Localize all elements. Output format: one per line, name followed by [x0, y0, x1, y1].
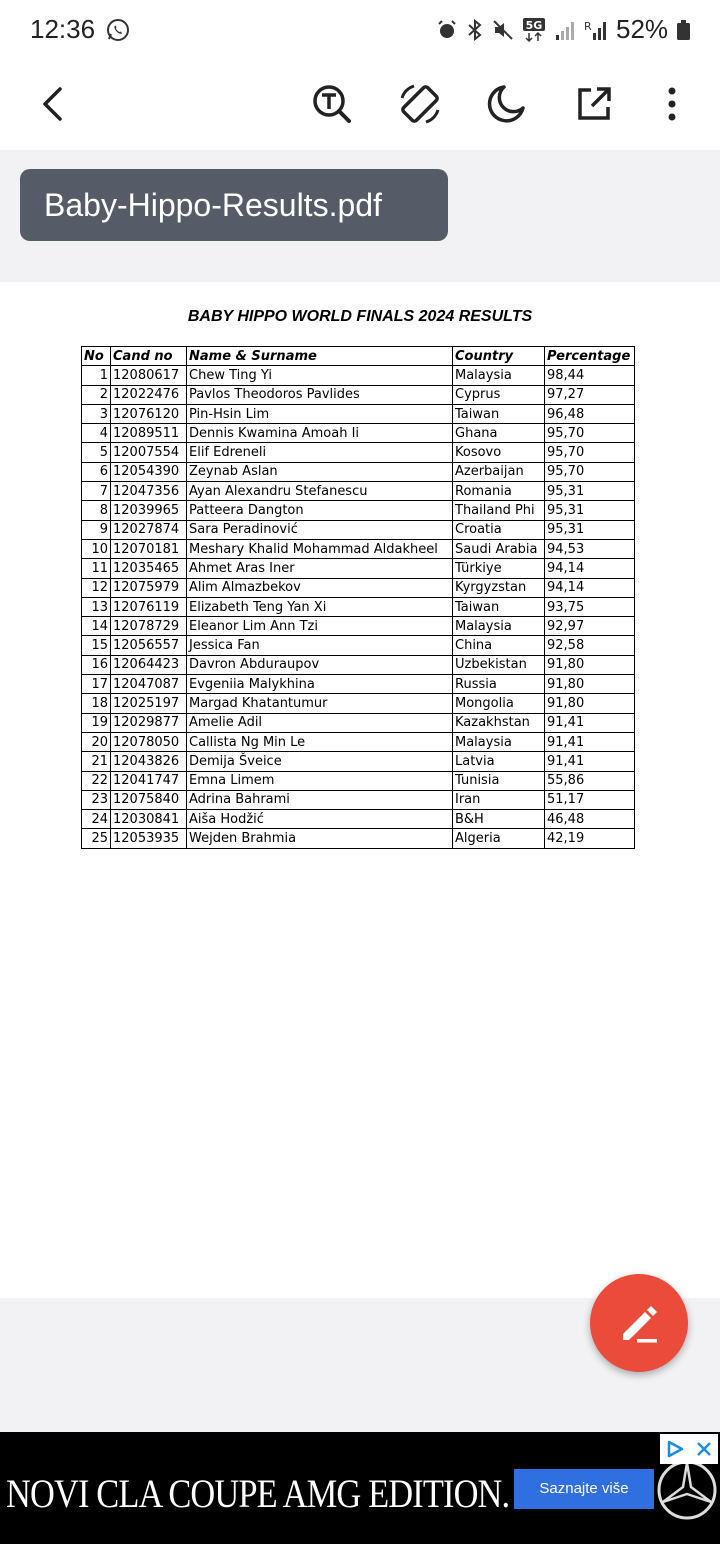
- table-row: [82, 578, 635, 597]
- more-vert-icon: [667, 86, 677, 122]
- table-row: [82, 829, 635, 848]
- cell-cand-no: 12030841: [111, 810, 187, 829]
- cell-name: Sara Peradinović: [187, 520, 453, 539]
- svg-text:R: R: [584, 20, 592, 33]
- back-button[interactable]: [26, 78, 78, 130]
- cell-no: 9: [82, 520, 111, 539]
- cell-no: 16: [82, 655, 111, 674]
- cell-name: Zeynab Aslan: [187, 462, 453, 481]
- cell-cand-no: 12007554: [111, 443, 187, 462]
- cell-percentage: 94,14: [545, 559, 635, 578]
- cell-cand-no: 12075979: [111, 578, 187, 597]
- battery-icon: [677, 20, 690, 40]
- document-title: BABY HIPPO WORLD FINALS 2024 RESULTS: [187, 308, 533, 325]
- screen-rotate-icon: [398, 82, 442, 126]
- cell-no: 22: [82, 771, 111, 790]
- cell-country: Latvia: [453, 752, 545, 771]
- cell-percentage: 91,41: [545, 732, 635, 751]
- rotate-button[interactable]: [394, 78, 446, 130]
- cell-cand-no: 12043826: [111, 752, 187, 771]
- table-row: [82, 366, 635, 385]
- cell-percentage: 91,41: [545, 752, 635, 771]
- cell-percentage: 91,41: [545, 713, 635, 732]
- cell-no: 2: [82, 385, 111, 404]
- cell-country: Algeria: [453, 829, 545, 848]
- table-row: [82, 675, 635, 694]
- cell-country: Cyprus: [453, 385, 545, 404]
- cell-no: 20: [82, 732, 111, 751]
- cell-country: Kazakhstan: [453, 713, 545, 732]
- ad-info-icon: [665, 1439, 685, 1459]
- table-row: [82, 810, 635, 829]
- cell-country: Croatia: [453, 520, 545, 539]
- table-row: [82, 443, 635, 462]
- cell-cand-no: 12070181: [111, 539, 187, 558]
- more-options-button[interactable]: [646, 78, 698, 130]
- cell-country: Malaysia: [453, 617, 545, 636]
- cell-country: Iran: [453, 790, 545, 809]
- cell-no: 4: [82, 424, 111, 443]
- cell-percentage: 95,31: [545, 520, 635, 539]
- text-search-icon: [310, 82, 354, 126]
- ad-banner[interactable]: [0, 1432, 720, 1544]
- toolbar: [0, 60, 720, 150]
- cell-percentage: 97,27: [545, 385, 635, 404]
- cell-cand-no: 12025197: [111, 694, 187, 713]
- cell-percentage: 94,14: [545, 578, 635, 597]
- cell-cand-no: 12029877: [111, 713, 187, 732]
- table-header-row: [82, 347, 635, 366]
- cell-name: Chew Ting Yi: [187, 366, 453, 385]
- cell-name: Elif Edreneli: [187, 443, 453, 462]
- cell-country: Malaysia: [453, 732, 545, 751]
- dark-mode-icon: [486, 84, 526, 124]
- cell-cand-no: 12078729: [111, 617, 187, 636]
- edit-fab-button[interactable]: [590, 1274, 688, 1372]
- cell-no: 7: [82, 482, 111, 501]
- cell-no: 18: [82, 694, 111, 713]
- cell-cand-no: 12027874: [111, 520, 187, 539]
- text-search-button[interactable]: [306, 78, 358, 130]
- cell-percentage: 91,80: [545, 694, 635, 713]
- open-external-button[interactable]: [568, 78, 620, 130]
- dark-mode-button[interactable]: [480, 78, 532, 130]
- cell-no: 1: [82, 366, 111, 385]
- cell-cand-no: 12053935: [111, 829, 187, 848]
- whatsapp-icon: [106, 18, 130, 42]
- column-header-name: Name & Surname: [187, 347, 453, 366]
- cell-cand-no: 12047356: [111, 482, 187, 501]
- cell-percentage: 55,86: [545, 771, 635, 790]
- open-external-icon: [575, 85, 613, 123]
- back-arrow-icon: [38, 86, 66, 122]
- pdf-page[interactable]: [0, 282, 720, 1298]
- cell-country: Malaysia: [453, 366, 545, 385]
- edit-pencil-icon: [615, 1299, 663, 1347]
- cell-name: Emna Limem: [187, 771, 453, 790]
- cell-country: Taiwan: [453, 404, 545, 423]
- cell-percentage: 95,31: [545, 482, 635, 501]
- cell-name: Callista Ng Min Le: [187, 732, 453, 751]
- cell-percentage: 98,44: [545, 366, 635, 385]
- cell-name: Pin-Hsin Lim: [187, 404, 453, 423]
- cell-no: 19: [82, 713, 111, 732]
- cell-cand-no: 12047087: [111, 675, 187, 694]
- cell-country: Azerbaijan: [453, 462, 545, 481]
- cell-no: 21: [82, 752, 111, 771]
- cell-name: Davron Abduraupov: [187, 655, 453, 674]
- cell-country: China: [453, 636, 545, 655]
- cell-no: 25: [82, 829, 111, 848]
- cell-percentage: 91,80: [545, 655, 635, 674]
- status-bar: [0, 0, 720, 60]
- cell-cand-no: 12089511: [111, 424, 187, 443]
- table-row: [82, 713, 635, 732]
- cell-name: Pavlos Theodoros Pavlides: [187, 385, 453, 404]
- cell-name: Margad Khatantumur: [187, 694, 453, 713]
- cell-country: Romania: [453, 482, 545, 501]
- cell-cand-no: 12039965: [111, 501, 187, 520]
- close-icon[interactable]: [695, 1440, 713, 1458]
- cell-cand-no: 12035465: [111, 559, 187, 578]
- cell-name: Eleanor Lim Ann Tzi: [187, 617, 453, 636]
- cell-no: 10: [82, 539, 111, 558]
- cell-name: Patteera Dangton: [187, 501, 453, 520]
- cell-name: Amelie Adil: [187, 713, 453, 732]
- cell-percentage: 96,48: [545, 404, 635, 423]
- cell-no: 14: [82, 617, 111, 636]
- svg-text:5G: 5G: [525, 19, 543, 32]
- cell-no: 5: [82, 443, 111, 462]
- cell-name: Adrina Bahrami: [187, 790, 453, 809]
- cell-name: Dennis Kwamina Amoah Ii: [187, 424, 453, 443]
- table-row: [82, 501, 635, 520]
- cell-name: Elizabeth Teng Yan Xi: [187, 597, 453, 616]
- cell-percentage: 95,31: [545, 501, 635, 520]
- cell-percentage: 51,17: [545, 790, 635, 809]
- battery-level: 52%: [616, 14, 669, 44]
- cell-no: 24: [82, 810, 111, 829]
- ad-cta-button[interactable]: Saznajte više: [514, 1469, 654, 1509]
- column-header-cand-no: Cand no: [111, 347, 187, 366]
- cell-no: 13: [82, 597, 111, 616]
- cell-name: Ayan Alexandru Stefanescu: [187, 482, 453, 501]
- alarm-icon: [436, 19, 458, 41]
- table-row: [82, 752, 635, 771]
- cell-country: Thailand Phi: [453, 501, 545, 520]
- cell-name: Ahmet Aras Iner: [187, 559, 453, 578]
- cell-cand-no: 12064423: [111, 655, 187, 674]
- table-row: [82, 404, 635, 423]
- cell-percentage: 95,70: [545, 443, 635, 462]
- cell-country: Kosovo: [453, 443, 545, 462]
- table-row: [82, 597, 635, 616]
- cell-no: 11: [82, 559, 111, 578]
- table-row: [82, 385, 635, 404]
- cell-no: 17: [82, 675, 111, 694]
- table-row: [82, 732, 635, 751]
- cell-percentage: 94,53: [545, 539, 635, 558]
- table-row: [82, 462, 635, 481]
- mute-icon: [492, 19, 514, 41]
- ad-choices[interactable]: [660, 1434, 718, 1464]
- cell-no: 23: [82, 790, 111, 809]
- cell-country: B&H: [453, 810, 545, 829]
- column-header-percentage: Percentage: [545, 347, 635, 366]
- cell-cand-no: 12054390: [111, 462, 187, 481]
- table-row: [82, 694, 635, 713]
- cell-country: Ghana: [453, 424, 545, 443]
- 5g-icon: [522, 17, 546, 43]
- cell-no: 6: [82, 462, 111, 481]
- table-row: [82, 559, 635, 578]
- cell-percentage: 95,70: [545, 424, 635, 443]
- cell-percentage: 92,97: [545, 617, 635, 636]
- ad-headline: NOVI CLA COUPE AMG EDITION.: [6, 1471, 510, 1516]
- cell-name: Jessica Fan: [187, 636, 453, 655]
- cell-percentage: 46,48: [545, 810, 635, 829]
- mercedes-star-icon: [656, 1459, 718, 1521]
- cell-name: Aiša Hodžić: [187, 810, 453, 829]
- cell-cand-no: 12076119: [111, 597, 187, 616]
- cell-name: Alim Almazbekov: [187, 578, 453, 597]
- cell-cand-no: 12075840: [111, 790, 187, 809]
- cell-name: Evgeniia Malykhina: [187, 675, 453, 694]
- cell-cand-no: 12041747: [111, 771, 187, 790]
- cell-percentage: 95,70: [545, 462, 635, 481]
- column-header-country: Country: [453, 347, 545, 366]
- status-icons: [436, 16, 608, 44]
- table-row: [82, 539, 635, 558]
- cell-country: Tunisia: [453, 771, 545, 790]
- table-row: [82, 790, 635, 809]
- table-row: [82, 482, 635, 501]
- column-header-no: No: [82, 347, 111, 366]
- cell-cand-no: 12056557: [111, 636, 187, 655]
- table-row: [82, 655, 635, 674]
- table-row: [82, 520, 635, 539]
- cell-country: Türkiye: [453, 559, 545, 578]
- cell-country: Russia: [453, 675, 545, 694]
- cell-percentage: 93,75: [545, 597, 635, 616]
- cell-cand-no: 12080617: [111, 366, 187, 385]
- cell-country: Kyrgyzstan: [453, 578, 545, 597]
- status-time: 12:36: [30, 14, 96, 44]
- cell-no: 15: [82, 636, 111, 655]
- cell-percentage: 42,19: [545, 829, 635, 848]
- cell-name: Wejden Brahmia: [187, 829, 453, 848]
- cell-cand-no: 12076120: [111, 404, 187, 423]
- cell-country: Taiwan: [453, 597, 545, 616]
- cell-country: Uzbekistan: [453, 655, 545, 674]
- cell-percentage: 92,58: [545, 636, 635, 655]
- cell-country: Saudi Arabia: [453, 539, 545, 558]
- signal-roaming-icon: [584, 19, 608, 41]
- cell-name: Demija Šveice: [187, 752, 453, 771]
- table-row: [82, 424, 635, 443]
- cell-percentage: 91,80: [545, 675, 635, 694]
- bluetooth-icon: [466, 18, 484, 42]
- table-row: [82, 636, 635, 655]
- cell-cand-no: 12022476: [111, 385, 187, 404]
- table-row: [82, 617, 635, 636]
- signal-icon: [554, 19, 576, 41]
- cell-name: Meshary Khalid Mohammad Aldakheel: [187, 539, 453, 558]
- table-row: [82, 771, 635, 790]
- cell-country: Mongolia: [453, 694, 545, 713]
- cell-cand-no: 12078050: [111, 732, 187, 751]
- cell-no: 12: [82, 578, 111, 597]
- cell-no: 3: [82, 404, 111, 423]
- file-name-chip: Baby-Hippo-Results.pdf: [20, 169, 448, 241]
- cell-no: 8: [82, 501, 111, 520]
- results-table: [81, 346, 635, 849]
